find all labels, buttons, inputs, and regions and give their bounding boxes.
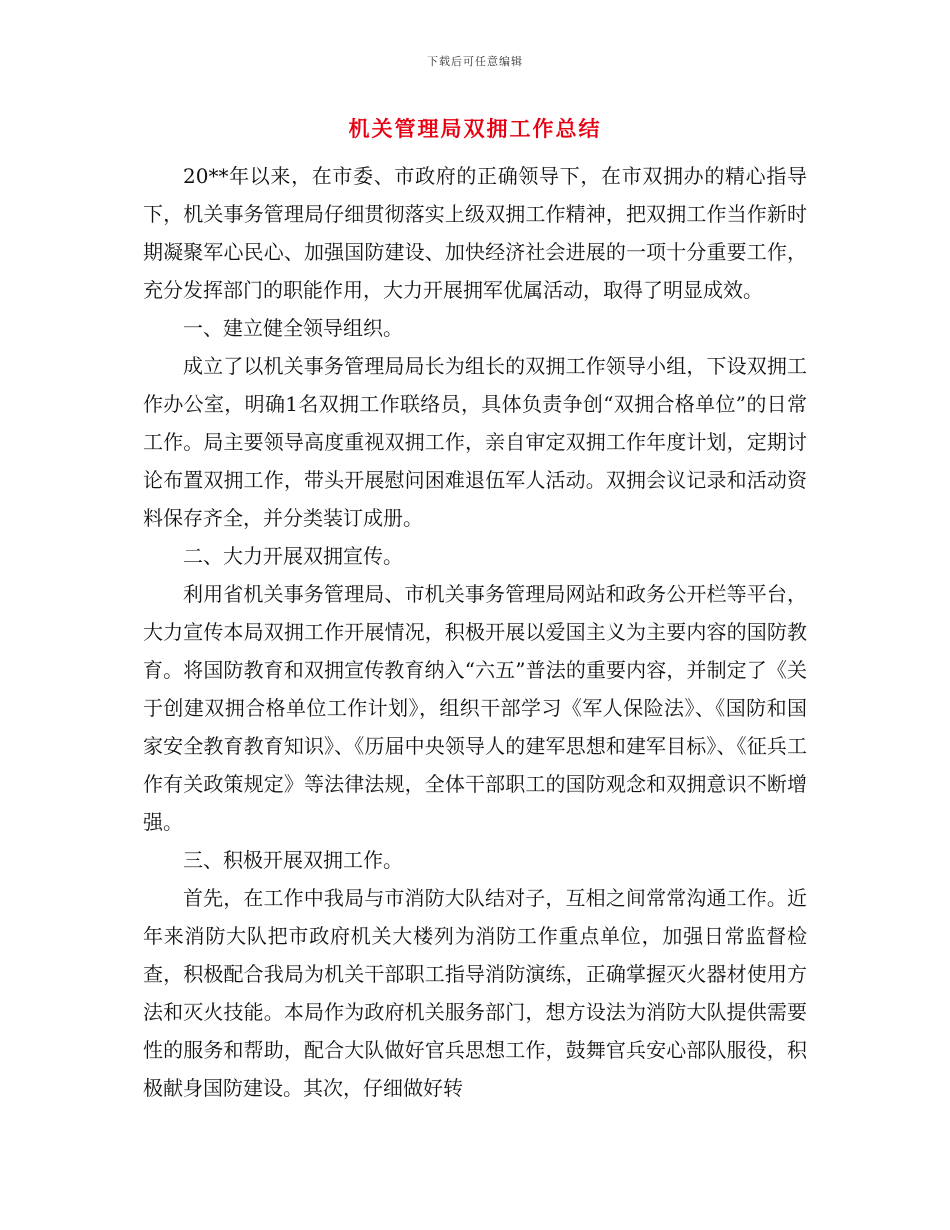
section-heading-3: 三、积极开展双拥工作。 [183,848,403,872]
paragraph-intro: 20**年以来，在市委、市政府的正确领导下，在市双拥办的精心指导下，机关事务管理局仔细贯彻落实上级双拥工作精神，把双拥工作当作新时期凝聚军心民心、加强国防建设、加快经济社会进展的一项十分重要工作，充分发挥部门的职能作用，大力开展拥军优属活动，取得了明显成效。 [143,164,807,302]
document-title: 机关管理局双拥工作总结 [348,117,602,141]
section-heading-1: 一、建立健全领导组织。 [183,316,403,340]
section-heading-2: 二、大力开展双拥宣传。 [183,544,403,568]
header-note: 下载后可任意编辑 [427,55,523,68]
document-body [143,157,807,1107]
paragraph-section-1: 成立了以机关事务管理局局长为组长的双拥工作领导小组，下设双拥工作办公室，明确1名双拥工作联络员，具体负责争创“双拥合格单位”的日常工作。局主要领导高度重视双拥工作，亲自审定双拥工作年度计划，定期讨论布置双拥工作，带头开展慰问困难退伍军人活动。双拥会议记录和活动资料保存齐全，并分类装订成册。 [143,354,807,530]
paragraph-section-2: 利用省机关事务管理局、市机关事务管理局网站和政务公开栏等平台，大力宣传本局双拥工作开展情况，积极开展以爱国主义为主要内容的国防教育。将国防教育和双拥宣传教育纳入“六五”普法的重要内容，并制定了《关于创建双拥合格单位工作计划》，组织干部学习《军人保险法》、《国防和国家安全教育教育知识》、《历届中央领导人的建军思想和建军目标》、《征兵工作有关政策规定》等法律法规，全体干部职工的国防观念和双拥意识不断增强。 [143,582,807,834]
paragraph-section-3: 首先，在工作中我局与市消防大队结对子，互相之间常常沟通工作。近年来消防大队把市政府机关大楼列为消防工作重点单位，加强日常监督检查，积极配合我局为机关干部职工指导消防演练，正确掌握灭火器材使用方法和灭火技能。本局作为政府机关服务部门，想方设法为消防大队提供需要性的服务和帮助，配合大队做好官兵思想工作，鼓舞官兵安心部队服役，积极献身国防建设。其次，仔细做好转 [143,886,807,1100]
